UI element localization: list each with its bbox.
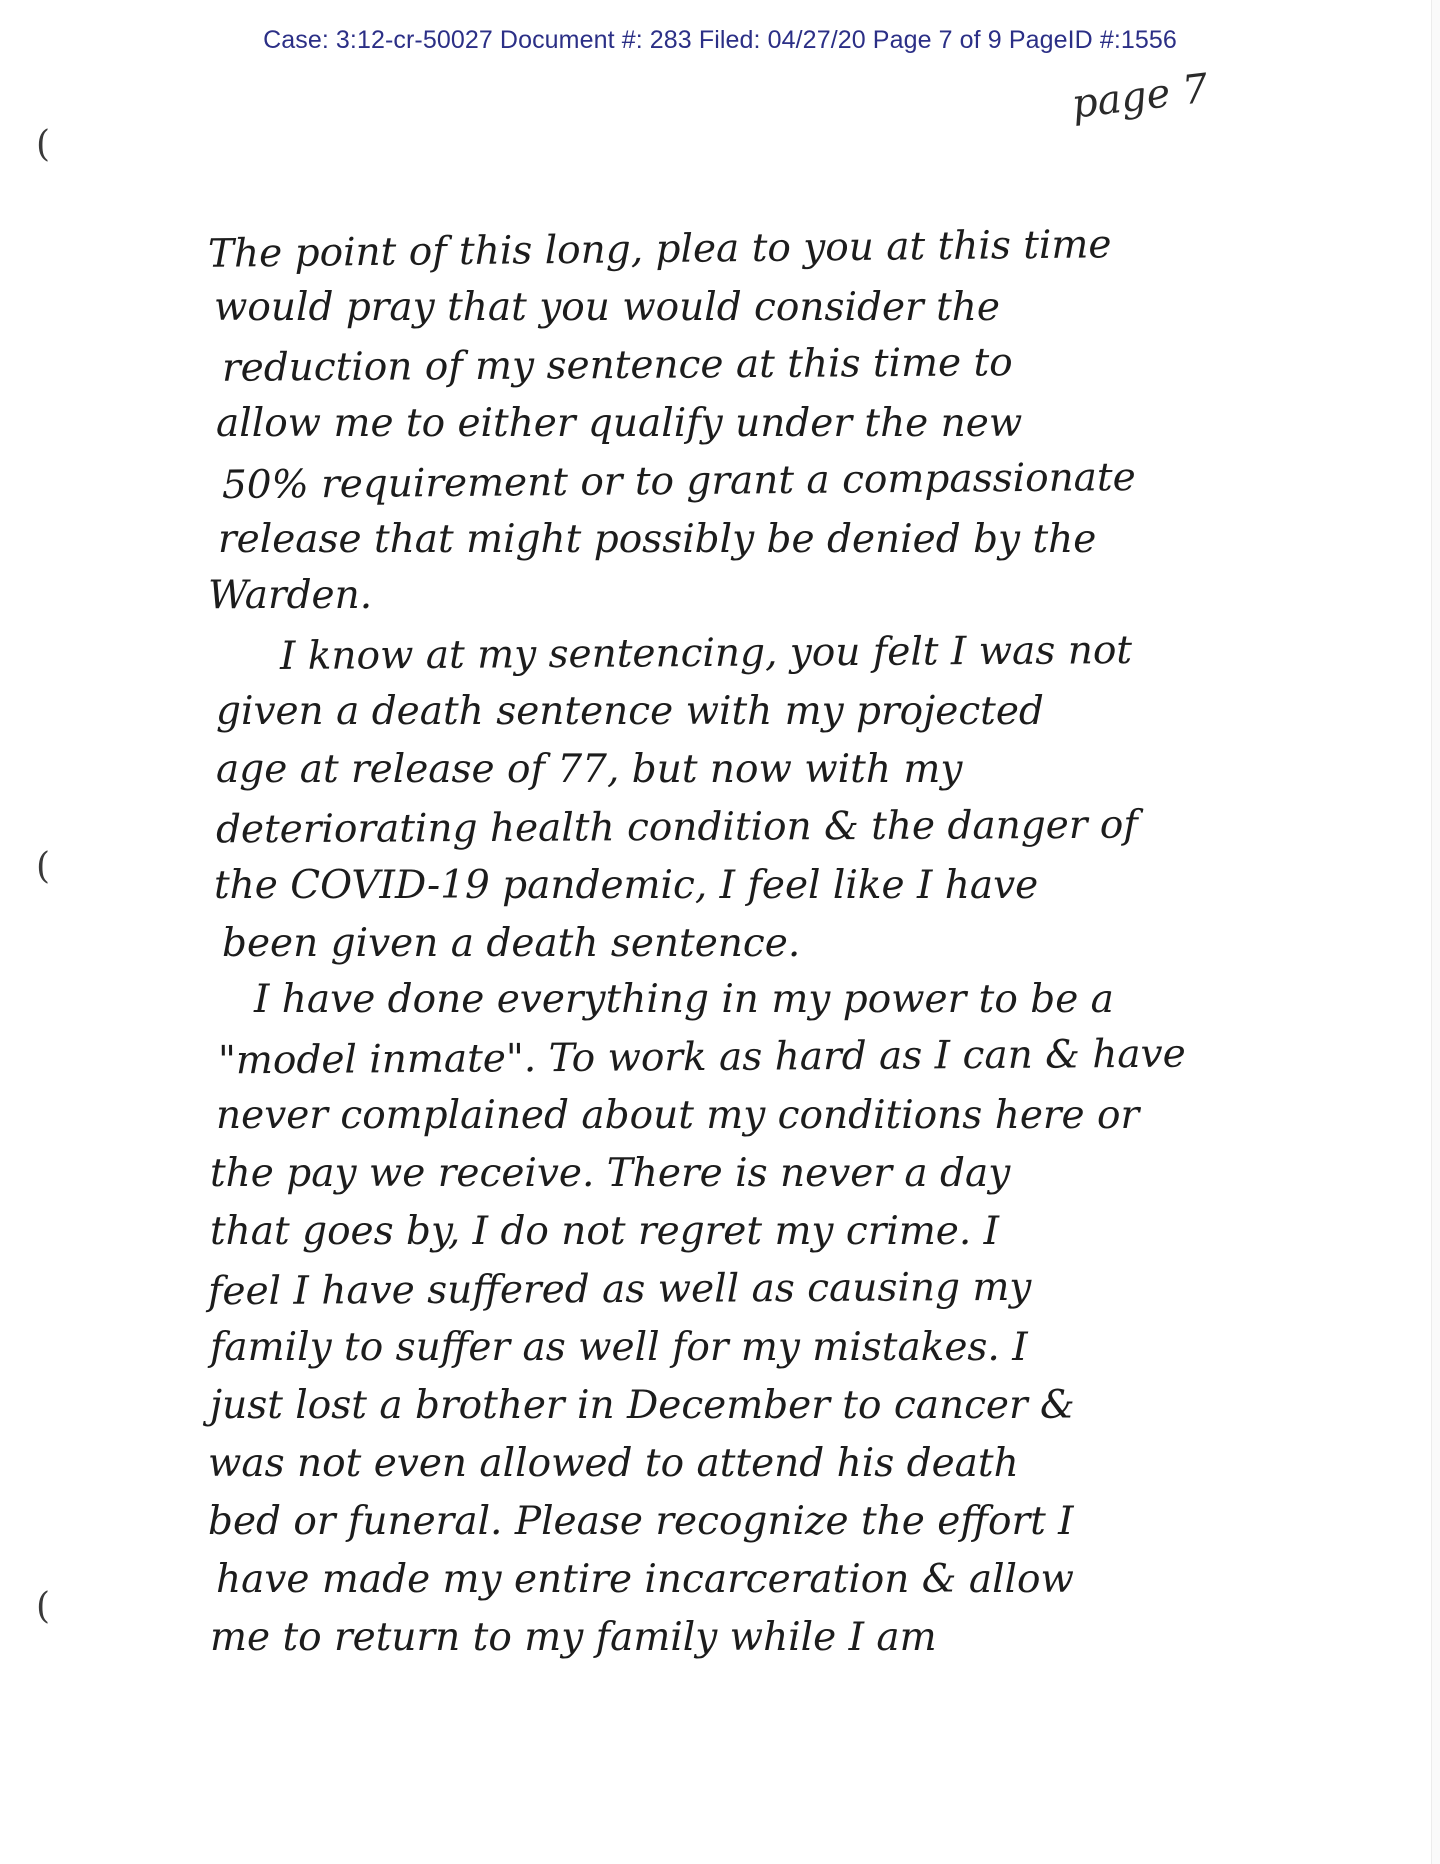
margin-mark: ( — [36, 1586, 51, 1627]
letter-line: 50% requirement or to grant a compassionate — [221, 455, 1136, 508]
letter-line: I know at my sentencing, you felt I was not — [279, 628, 1133, 679]
handwritten-page-number: page 7 — [1069, 65, 1211, 128]
letter-line: The point of this long, plea to you at this time — [207, 222, 1112, 277]
page-edge — [1431, 0, 1440, 1864]
letter-line: feel I have suffered as well as causing my — [207, 1264, 1032, 1315]
letter-line: "model inmate". To work as hard as I can & have — [217, 1031, 1186, 1084]
letter-line: deteriorating health condition & the danger of — [215, 802, 1138, 853]
margin-mark: ( — [36, 124, 51, 165]
letter-line: reduction of my sentence at this time to — [221, 340, 1013, 391]
case-header: Case: 3:12-cr-50027 Document #: 283 Filed: 04/27/20 Page 7 of 9 PageID #:1556 — [263, 26, 1177, 54]
margin-mark: ( — [36, 846, 51, 887]
document-page: Case: 3:12-cr-50027 Document #: 283 Filed: 04/27/20 Page 7 of 9 PageID #:1556 page 7 ( ( ( The point of this long, plea to you at this time would pray that you would consider the reduction of my sentence at this time to allow me to either qualify under the new 50% requirement or to grant a compassionate release that might possibly be denied by the Warden. I know at my sentencing, you felt I was not given a death sentence with my projected age at release of 77, but now with my deteriorating health condition & the danger of the COVID-19 pandemic, I feel like I have been given a death sentence. I have done everything in my power to be a "model inmate". To work as hard as I can & have never complained about my conditions here or the pay we receive. There is never a day that goes by, I do not regret my crime. I feel I have suffered as well as causing my family to suffer as well for my mistakes. I just lost a brother in December to cancer & was not even allowed to attend his death bed or funeral. Please recognize the effort I have made my entire incarceration & allow me to return to my family while I am — [0, 0, 1440, 1864]
